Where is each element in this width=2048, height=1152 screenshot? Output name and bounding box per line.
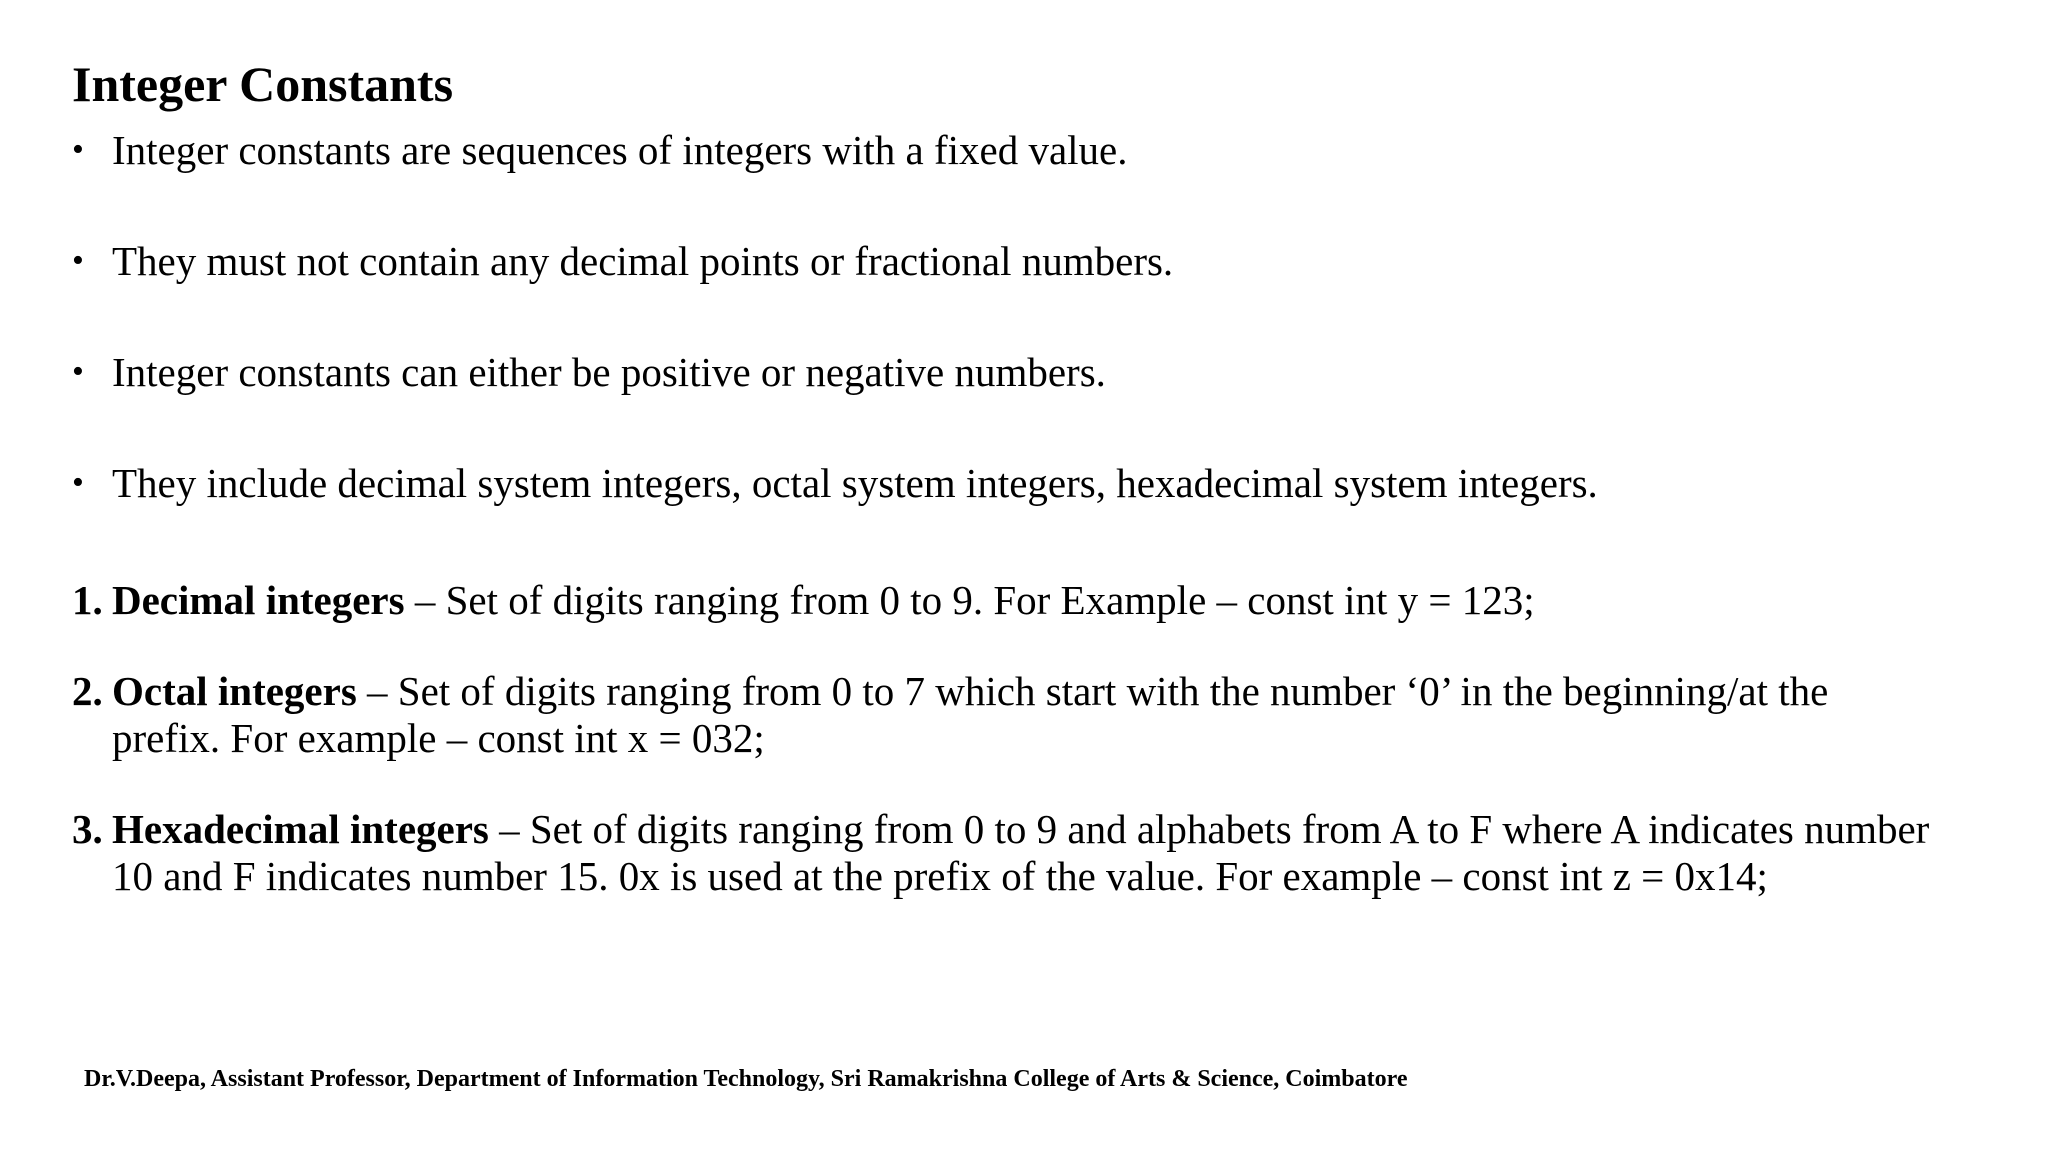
- slide-title: Integer Constants: [72, 56, 454, 112]
- bullet-dot: •: [72, 464, 84, 501]
- item-body: [112, 577, 1942, 624]
- bullet-text: Integer constants are sequences of integers with a fixed value.: [112, 127, 1128, 173]
- item-number: 2.: [72, 668, 103, 714]
- numbered-item-hexadecimal: [72, 806, 1942, 900]
- item-term: Hexadecimal integers: [112, 806, 489, 852]
- item-number: 3.: [72, 806, 103, 852]
- bullet-dot: •: [72, 242, 84, 279]
- item-text: – Set of digits ranging from 0 to 7 which start with the number ‘0’ in the beginning/at the prefix. For example – const int x = 032;: [112, 668, 1829, 761]
- item-body: [112, 668, 1942, 762]
- bullet-dot: •: [72, 131, 84, 168]
- numbered-item-decimal: [72, 577, 1942, 624]
- bullet-text: They must not contain any decimal points or fractional numbers.: [112, 238, 1174, 284]
- bullet-dot: •: [72, 353, 84, 390]
- item-body: [112, 806, 1942, 900]
- item-term: Octal integers: [112, 668, 357, 714]
- bullet-text: They include decimal system integers, octal system integers, hexadecimal system integers.: [112, 460, 1598, 506]
- item-number: 1.: [72, 577, 103, 623]
- numbered-item-octal: [72, 668, 1942, 762]
- item-term: Decimal integers: [112, 577, 405, 623]
- footer-author: Dr.V.Deepa, Assistant Professor, Department of Information Technology, Sri Ramakrishna College of Arts & Science, Coimbatore: [84, 1066, 1408, 1092]
- item-text: – Set of digits ranging from 0 to 9. For Example – const int y = 123;: [404, 577, 1535, 623]
- item-text: – Set of digits ranging from 0 to 9 and alphabets from A to F where A indicates number 10 and F indicates number 15. 0x is used at the prefix of the value. For example – const int z = 0x14;: [112, 806, 1930, 899]
- bullet-text: Integer constants can either be positive or negative numbers.: [112, 349, 1106, 395]
